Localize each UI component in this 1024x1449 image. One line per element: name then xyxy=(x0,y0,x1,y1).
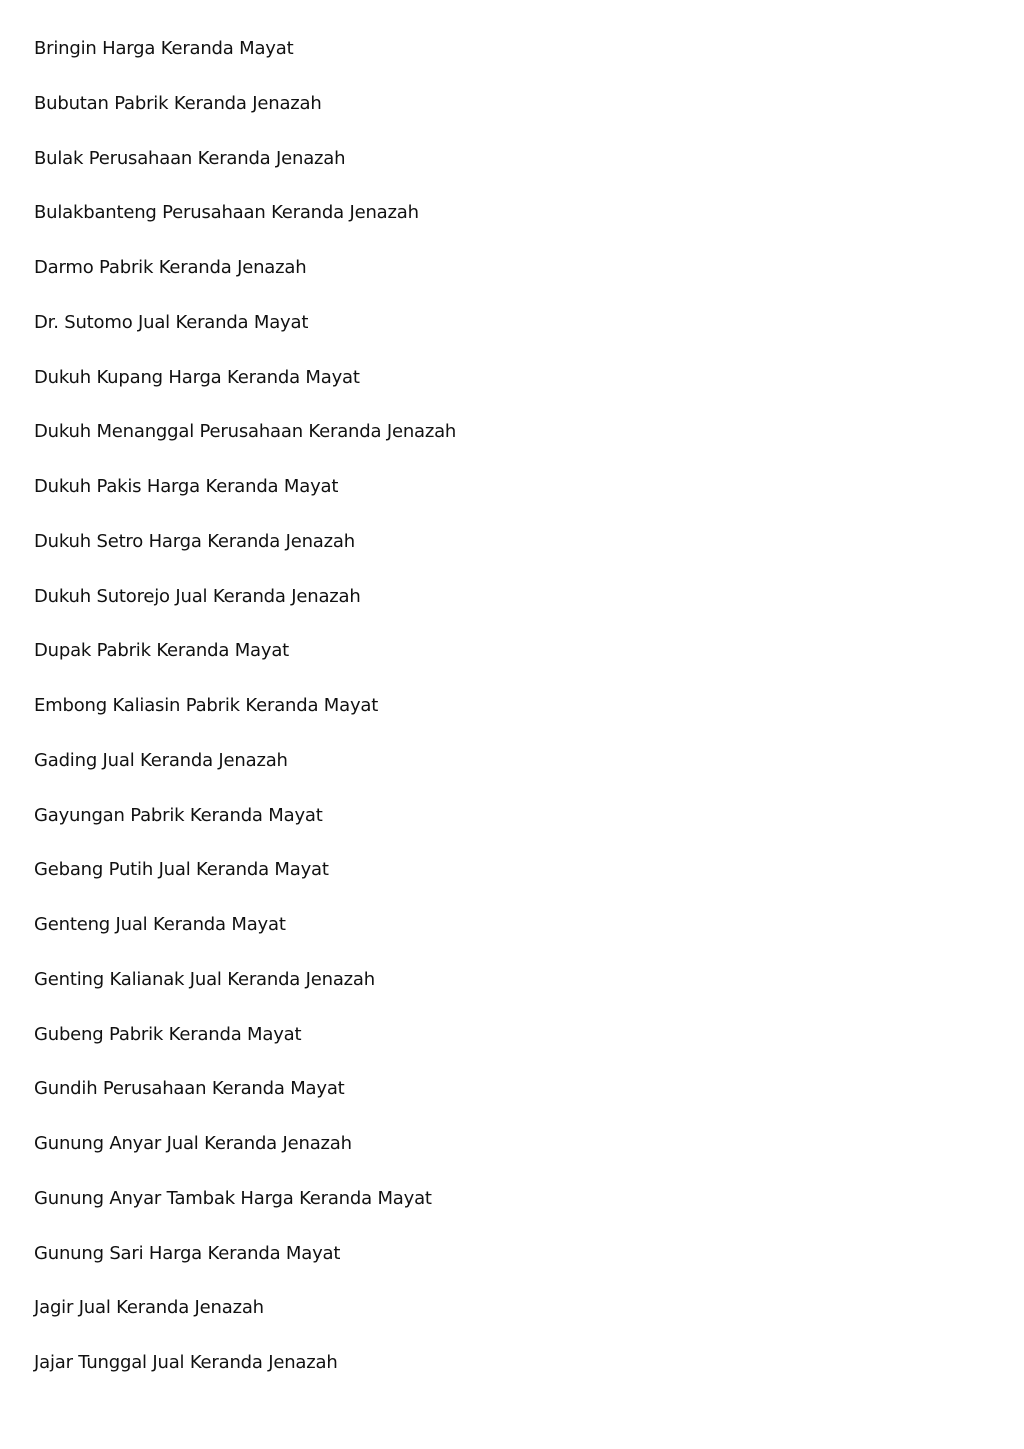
list-item: Dupak Pabrik Keranda Mayat xyxy=(34,640,290,662)
list-item: Gading Jual Keranda Jenazah xyxy=(34,749,288,771)
list-item: Dukuh Pakis Harga Keranda Mayat xyxy=(34,476,339,497)
list-item: Bulak Perusahaan Keranda Jenazah xyxy=(34,147,346,169)
list-item: Embong Kaliasin Pabrik Keranda Mayat xyxy=(34,695,379,716)
list-item: Gubeng Pabrik Keranda Mayat xyxy=(34,1023,302,1045)
list-item: Bringin Harga Keranda Mayat xyxy=(34,38,294,59)
list-item: Jagir Jual Keranda Jenazah xyxy=(34,1297,264,1319)
list-item: Bubutan Pabrik Keranda Jenazah xyxy=(34,92,322,114)
list-item: Genteng Jual Keranda Mayat xyxy=(34,914,286,935)
list-item: Genting Kalianak Jual Keranda Jenazah xyxy=(34,968,375,990)
list-item: Gunung Anyar Jual Keranda Jenazah xyxy=(34,1133,352,1154)
list-item: Darmo Pabrik Keranda Jenazah xyxy=(34,257,307,278)
list-item: Dukuh Kupang Harga Keranda Mayat xyxy=(34,366,360,388)
list-item: Dukuh Sutorejo Jual Keranda Jenazah xyxy=(34,585,361,607)
list-item: Gayungan Pabrik Keranda Mayat xyxy=(34,804,323,826)
list-item: Gundih Perusahaan Keranda Mayat xyxy=(34,1078,345,1100)
list-item: Dr. Sutomo Jual Keranda Mayat xyxy=(34,311,309,333)
list-item: Dukuh Setro Harga Keranda Jenazah xyxy=(34,530,355,552)
list-item: Gebang Putih Jual Keranda Mayat xyxy=(34,859,329,881)
list-item: Gunung Sari Harga Keranda Mayat xyxy=(34,1242,341,1264)
list-item: Jajar Tunggal Jual Keranda Jenazah xyxy=(34,1352,338,1373)
list-item: Gunung Anyar Tambak Harga Keranda Mayat xyxy=(34,1187,432,1209)
location-list xyxy=(34,36,456,1405)
list-item: Dukuh Menanggal Perusahaan Keranda Jenazah xyxy=(34,421,457,443)
list-item: Bulakbanteng Perusahaan Keranda Jenazah xyxy=(34,202,419,224)
